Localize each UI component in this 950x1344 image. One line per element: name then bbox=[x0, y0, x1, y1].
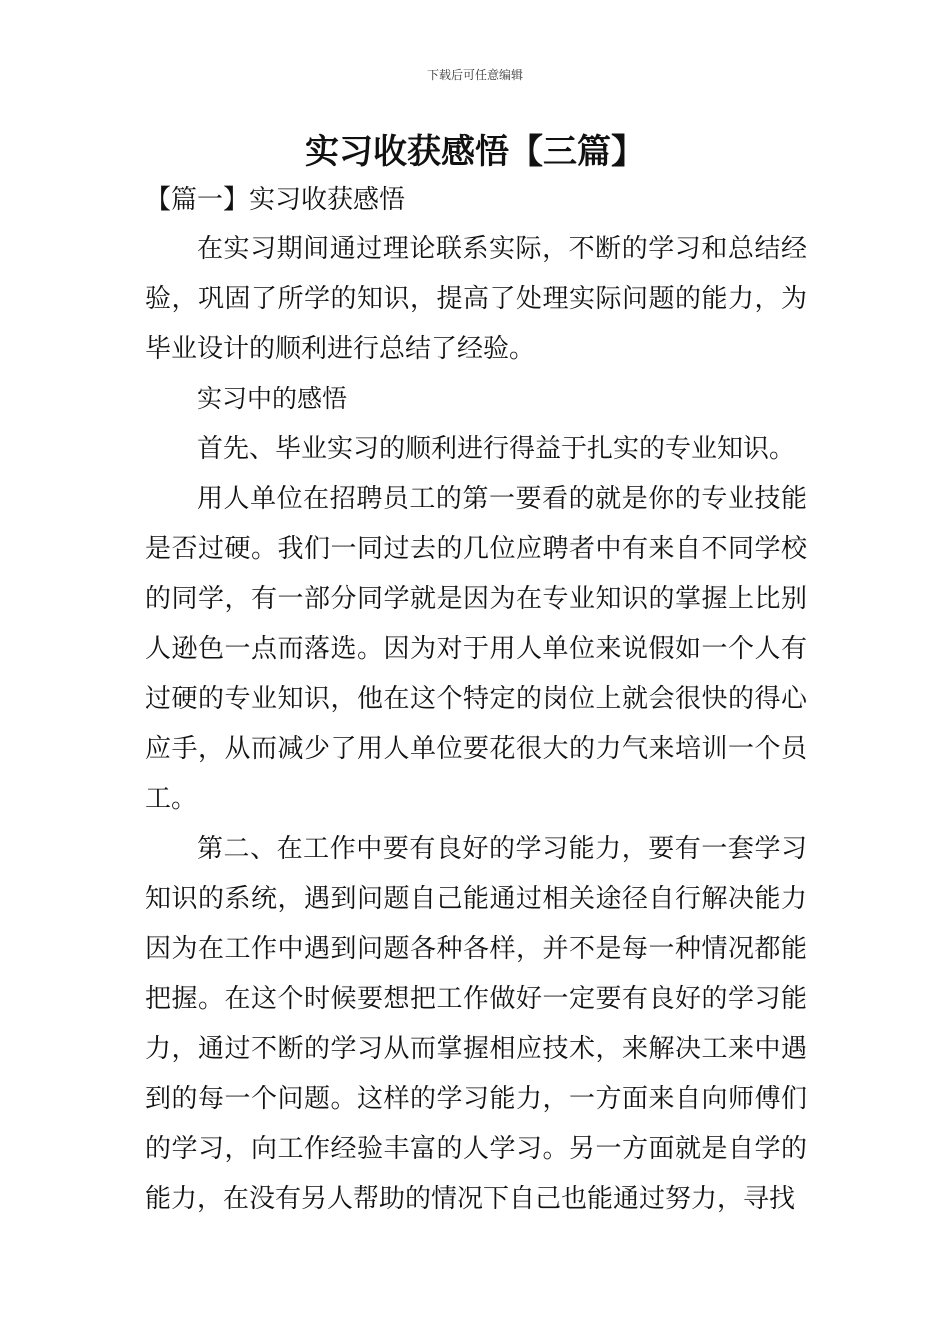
section-heading: 【篇一】实习收获感悟 bbox=[145, 185, 406, 215]
paragraph-second-point: 第二、在工作中要有良好的学习能力，要有一套学习知识的系统，遇到问题自己能通过相关途径自行解决能力因为在工作中遇到问题各种各样，并不是每一种情况都能把握。在这个时候要想把工作做好一定要有良好的学习能力，通过不断的学习从而掌握相应技术，来解决工来中遇到的每一个问题。这样的学习能力，一方面来自向师傅们的学习，向工作经验丰富的人学习。另一方面就是自学的能力，在没有另人帮助的情况下自己也能通过努力，寻找 bbox=[145, 834, 807, 1214]
paragraph-first-point: 首先、毕业实习的顺利进行得益于扎实的专业知识。 bbox=[197, 434, 796, 464]
paragraph-professional-skills: 用人单位在招聘员工的第一要看的就是你的专业技能是否过硬。我们一同过去的几位应聘者中有来自不同学校的同学，有一部分同学就是因为在专业知识的掌握上比别人逊色一点而落选。因为对于用人单位来说假如一个人有过硬的专业知识，他在这个特定的岗位上就会很快的得心应手，从而减少了用人单位要花很大的力气来培训一个员工。 bbox=[145, 484, 807, 814]
document-body bbox=[145, 176, 807, 1224]
paragraph-intro: 在实习期间通过理论联系实际，不断的学习和总结经验，巩固了所学的知识，提高了处理实际问题的能力，为毕业设计的顺利进行总结了经验。 bbox=[145, 234, 807, 364]
document-title: 实习收获感悟【三篇】 bbox=[305, 132, 645, 172]
paragraph-subheading: 实习中的感悟 bbox=[197, 384, 348, 413]
header-note: 下载后可任意编辑 bbox=[426, 68, 523, 82]
